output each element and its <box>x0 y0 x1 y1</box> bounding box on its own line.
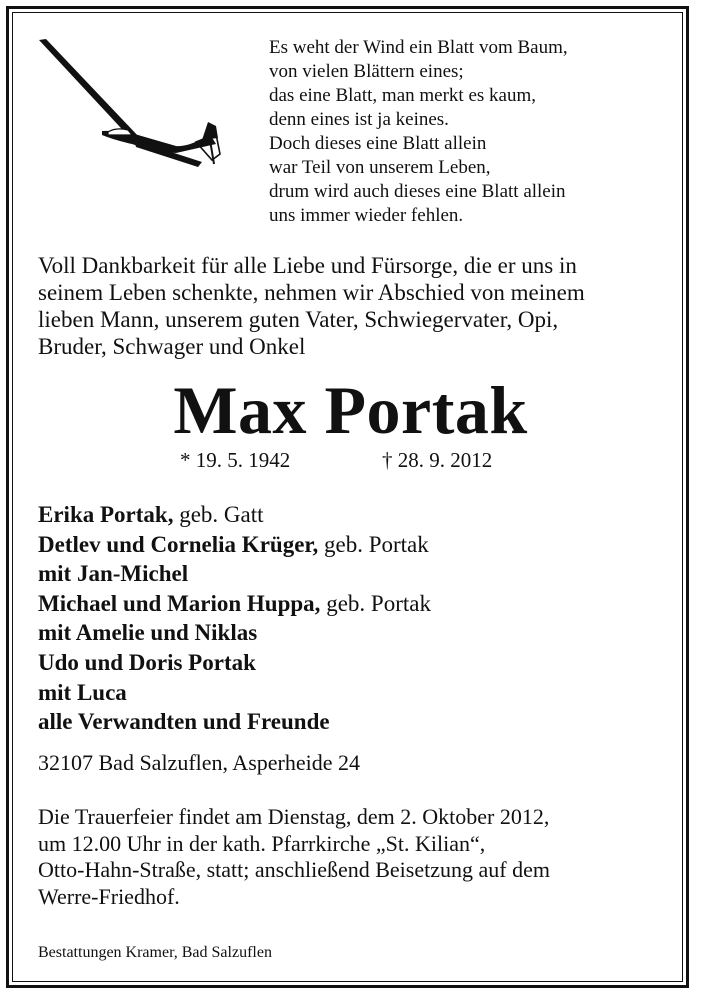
service-line: um 12.00 Uhr in der kath. Pfarrkirche „St. Kilian“, <box>38 830 486 856</box>
poem-line: uns immer wieder fehlen. <box>269 205 464 226</box>
intro-line: seinem Leben schenkte, nehmen wir Abschied von meinem <box>38 280 585 305</box>
intro-line: lieben Mann, unserem guten Vater, Schwiegervater, Opi, <box>38 307 559 332</box>
poem-line: Doch dieses eine Blatt allein <box>269 133 487 154</box>
mourner-name: Erika Portak, <box>38 502 174 527</box>
poem-line: war Teil von unserem Leben, <box>269 157 491 178</box>
mourner-name: mit Jan-Michel <box>38 561 189 587</box>
service-line: Werre-Friedhof. <box>38 883 180 909</box>
intro-line: Voll Dankbarkeit für alle Liebe und Fürsorge, die er uns in <box>38 253 577 278</box>
mourner-note: geb. Gatt <box>173 502 264 527</box>
mourner-note: geb. Portak <box>318 531 429 557</box>
mourner-row <box>38 589 431 619</box>
mourners-list <box>38 500 431 737</box>
intro-line: Bruder, Schwager und Onkel <box>38 334 306 359</box>
poem-line: drum wird auch dieses eine Blatt allein <box>269 181 566 202</box>
undertaker-credit: Bestattungen Kramer, Bad Salzuflen <box>38 944 272 961</box>
service-line: Die Trauerfeier findet am Dienstag, dem 2. Oktober 2012, <box>38 804 550 829</box>
birth-date: * 19. 5. 1942 <box>180 448 291 472</box>
poem-line: von vielen Blättern eines; <box>269 61 464 82</box>
mourner-name: mit Amelie und Niklas <box>38 620 258 646</box>
poem <box>269 36 568 228</box>
mourner-name: alle Verwandten und Freunde <box>38 709 330 735</box>
mourner-name: Udo und Doris Portak <box>38 649 256 675</box>
poem-line: denn eines ist ja keines. <box>269 109 449 130</box>
mourner-name: Detlev und Cornelia Krüger, <box>38 531 319 557</box>
poem-line: Es weht der Wind ein Blatt vom Baum, <box>269 37 568 58</box>
deceased-name: Max Portak <box>173 372 528 448</box>
mourner-name: mit Luca <box>38 679 127 705</box>
funeral-service-info <box>38 804 550 910</box>
mourner-row <box>38 678 431 708</box>
mourner-row <box>38 618 431 648</box>
mourner-note: geb. Portak <box>320 590 431 616</box>
mourner-row <box>38 707 431 737</box>
poem-line: das eine Blatt, man merkt es kaum, <box>269 85 536 106</box>
mourner-row <box>38 648 431 678</box>
mourner-row <box>38 530 431 560</box>
glider-icon <box>36 36 226 168</box>
family-address: 32107 Bad Salzuflen, Asperheide 24 <box>38 750 360 775</box>
mourner-name: Michael und Marion Huppa, <box>38 590 321 616</box>
mourner-row <box>38 559 431 589</box>
service-line: Otto-Hahn-Straße, statt; anschließend Beisetzung auf dem <box>38 857 550 882</box>
mourner-row <box>38 500 431 530</box>
death-date: † 28. 9. 2012 <box>382 448 493 472</box>
intro-text <box>38 252 668 360</box>
